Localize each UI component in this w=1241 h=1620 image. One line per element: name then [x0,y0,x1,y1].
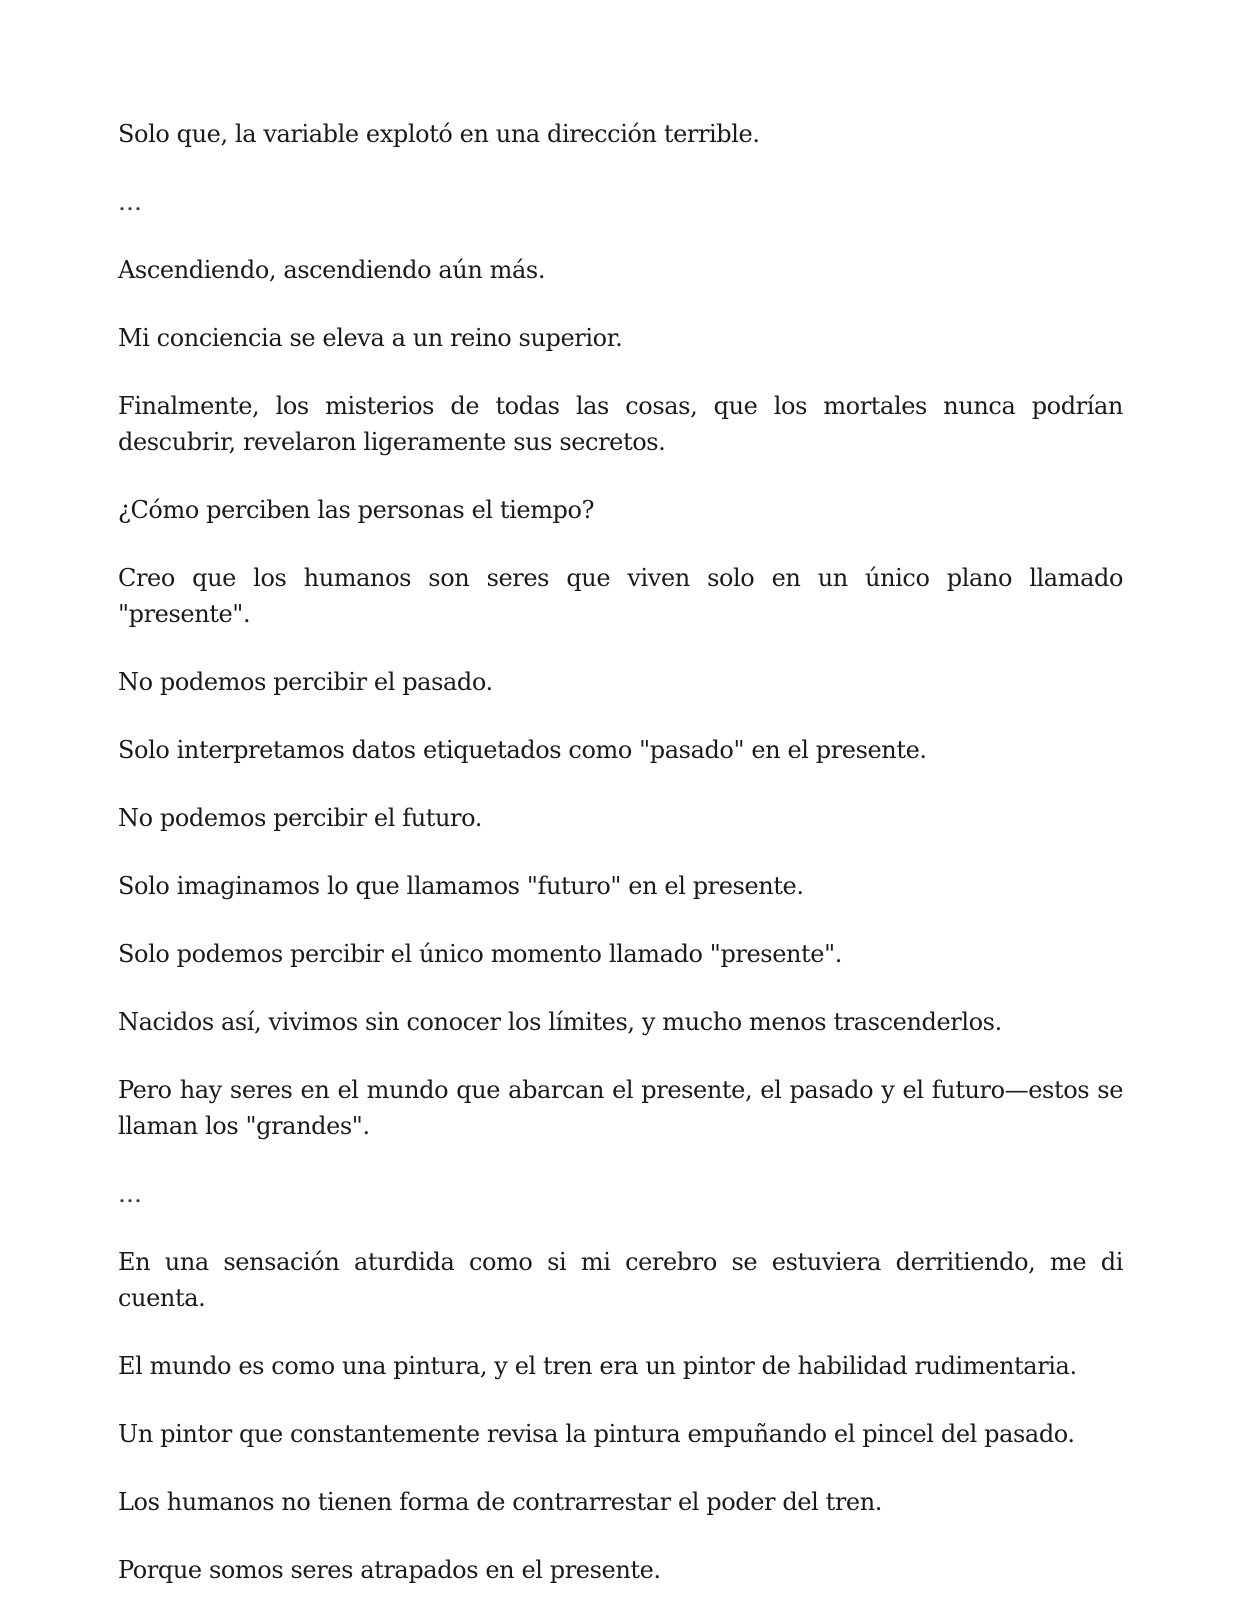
paragraph: Ascendiendo, ascendiendo aún más. [118,256,546,284]
paragraph: Mi conciencia se eleva a un reino superior. [118,324,623,352]
paragraph: Solo interpretamos datos etiquetados como "pasado" en el presente. [118,736,927,764]
paragraph: En una sensación aturdida como si mi cerebro se estuviera derritiendo, me di cuenta. [118,1248,1123,1312]
paragraph: ¿Cómo perciben las personas el tiempo? [118,496,595,524]
paragraph: Pero hay seres en el mundo que abarcan el presente, el pasado y el futuro—estos se llaman los "grandes". [118,1076,1123,1140]
paragraph: No podemos percibir el futuro. [118,804,482,832]
paragraph: Porque somos seres atrapados en el presente. [118,1556,661,1584]
section-break: … [118,188,142,216]
paragraph: El mundo es como una pintura, y el tren era un pintor de habilidad rudimentaria. [118,1352,1077,1380]
paragraph: Solo imaginamos lo que llamamos "futuro" en el presente. [118,872,804,900]
paragraph: Solo que, la variable explotó en una dirección terrible. [118,120,760,148]
paragraph: Finalmente, los misterios de todas las cosas, que los mortales nunca podrían descubrir, revelaron ligeramente sus secretos. [118,392,1123,456]
paragraph: Solo podemos percibir el único momento llamado "presente". [118,940,842,968]
paragraph: Un pintor que constantemente revisa la pintura empuñando el pincel del pasado. [118,1420,1075,1448]
paragraph: Los humanos no tienen forma de contrarrestar el poder del tren. [118,1488,883,1516]
paragraph: No podemos percibir el pasado. [118,668,493,696]
section-break: … [118,1180,142,1208]
document-body [118,116,1123,1620]
paragraph: Nacidos así, vivimos sin conocer los límites, y mucho menos trascenderlos. [118,1008,1002,1036]
paragraph: Creo que los humanos son seres que viven solo en un único plano llamado "presente". [118,564,1123,628]
